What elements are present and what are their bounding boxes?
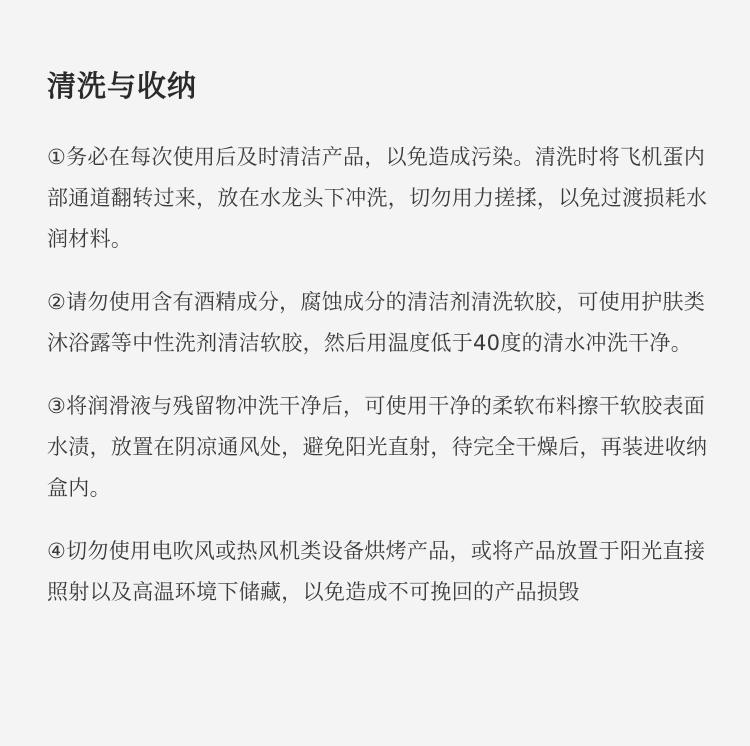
cleaning-paragraph-2: ②请勿使用含有酒精成分，腐蚀成分的清洁剂清洗软胶，可使用护肤类沐浴露等中性洗剂清洁软胶，然后用温度低于40度的清水冲洗干净。 bbox=[47, 290, 706, 355]
cleaning-paragraph-1: ①务必在每次使用后及时清洁产品，以免造成污染。清洗时将飞机蛋内部通道翻转过来，放在水龙头下冲洗，切勿用力搓揉，以免过渡损耗水润材料。 bbox=[47, 145, 708, 251]
section-title: 清洗与收纳 bbox=[47, 69, 198, 103]
cleaning-paragraph-3: ③将润滑液与残留物冲洗干净后，可使用干净的柔软布料擦干软胶表面水渍，放置在阴凉通风处，避免阳光直射，待完全干燥后，再装进收纳盒内。 bbox=[47, 394, 708, 500]
cleaning-paragraph-4: ④切勿使用电吹风或热风机类设备烘烤产品，或将产品放置于阳光直接照射以及高温环境下储藏，以免造成不可挽回的产品损毁 bbox=[47, 539, 706, 604]
